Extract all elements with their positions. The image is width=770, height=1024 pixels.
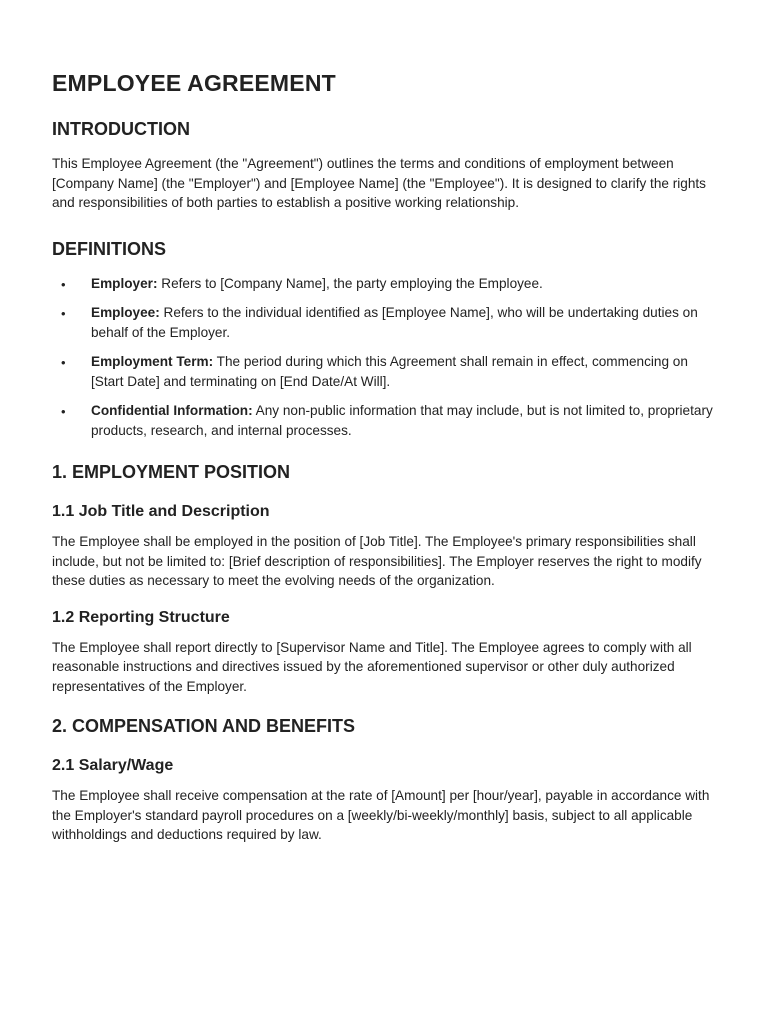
section-1-heading: 1. EMPLOYMENT POSITION <box>52 462 291 482</box>
section-2-heading: 2. COMPENSATION AND BENEFITS <box>52 716 356 736</box>
definitions-section <box>52 239 724 441</box>
compensation-section <box>52 716 724 845</box>
definitions-heading: DEFINITIONS <box>52 238 167 259</box>
subsection-2-1-heading: 2.1 Salary/Wage <box>52 757 174 774</box>
definition-term: Confidential Information: <box>91 403 253 418</box>
definition-term: Employee: <box>91 305 160 320</box>
subsection-1-2-text: The Employee shall report directly to [Supervisor Name and Title]. The Employee agrees to comply with all reasonable instructions and directives issued by the aforementioned supervisor or other duly authorized representatives of the Employer. <box>52 639 692 694</box>
bullet-icon: • <box>61 355 66 370</box>
definition-item-employee <box>52 303 724 342</box>
definition-text: Refers to [Company Name], the party employing the Employee. <box>157 275 543 291</box>
definition-text: Refers to the individual identified as [Employee Name], who will be undertaking duties on behalf of the Employer. <box>91 305 698 340</box>
document-title: EMPLOYEE AGREEMENT <box>52 70 336 96</box>
bullet-icon: • <box>61 306 66 321</box>
introduction-heading: INTRODUCTION <box>52 119 190 139</box>
subsection-1-1-heading: 1.1 Job Title and Description <box>52 503 270 520</box>
bullet-icon: • <box>61 276 66 292</box>
definition-item-confidential-information <box>52 401 724 440</box>
employment-position-section <box>52 462 724 696</box>
introduction-section <box>52 119 724 213</box>
definition-text: The period during which this Agreement shall remain in effect, commencing on [Start Date] and terminating on [End Date/At Will]. <box>91 354 688 389</box>
definition-item-employment-term <box>52 352 724 391</box>
subsection-1-2-heading: 1.2 Reporting Structure <box>52 608 230 626</box>
subsection-1-1-text: The Employee shall be employed in the position of [Job Title]. The Employee's primary responsibilities shall include, but not be limited to: [Brief description of responsibilities]. The Employer reserves the right to modify these duties as necessary to meet the evolving needs of the organization. <box>52 534 702 588</box>
job-title-subsection <box>52 503 724 591</box>
introduction-text: This Employee Agreement (the "Agreement") outlines the terms and conditions of employment between [Company Name] (the "Employer") and [Employee Name] (the "Employee"). It is designed to clarify the rights and responsibilities of both parties to establish a positive working relationship. <box>52 156 706 210</box>
definition-term: Employment Term: <box>91 354 214 369</box>
bullet-icon: • <box>61 404 66 419</box>
definition-text: Any non-public information that may include, but is not limited to, proprietary products, research, and internal processes. <box>91 403 713 438</box>
definition-term: Employer: <box>91 275 158 291</box>
subsection-2-1-text: The Employee shall receive compensation at the rate of [Amount] per [hour/year], payable in accordance with the Employer's standard payroll procedures on a [weekly/bi-weekly/monthly] basis, subject to all applicable withholdings and deductions required by law. <box>52 788 710 842</box>
definition-item-employer <box>52 274 724 294</box>
document-page <box>52 70 724 845</box>
reporting-structure-subsection <box>52 609 724 697</box>
definitions-list <box>52 274 724 441</box>
salary-subsection <box>52 757 724 845</box>
